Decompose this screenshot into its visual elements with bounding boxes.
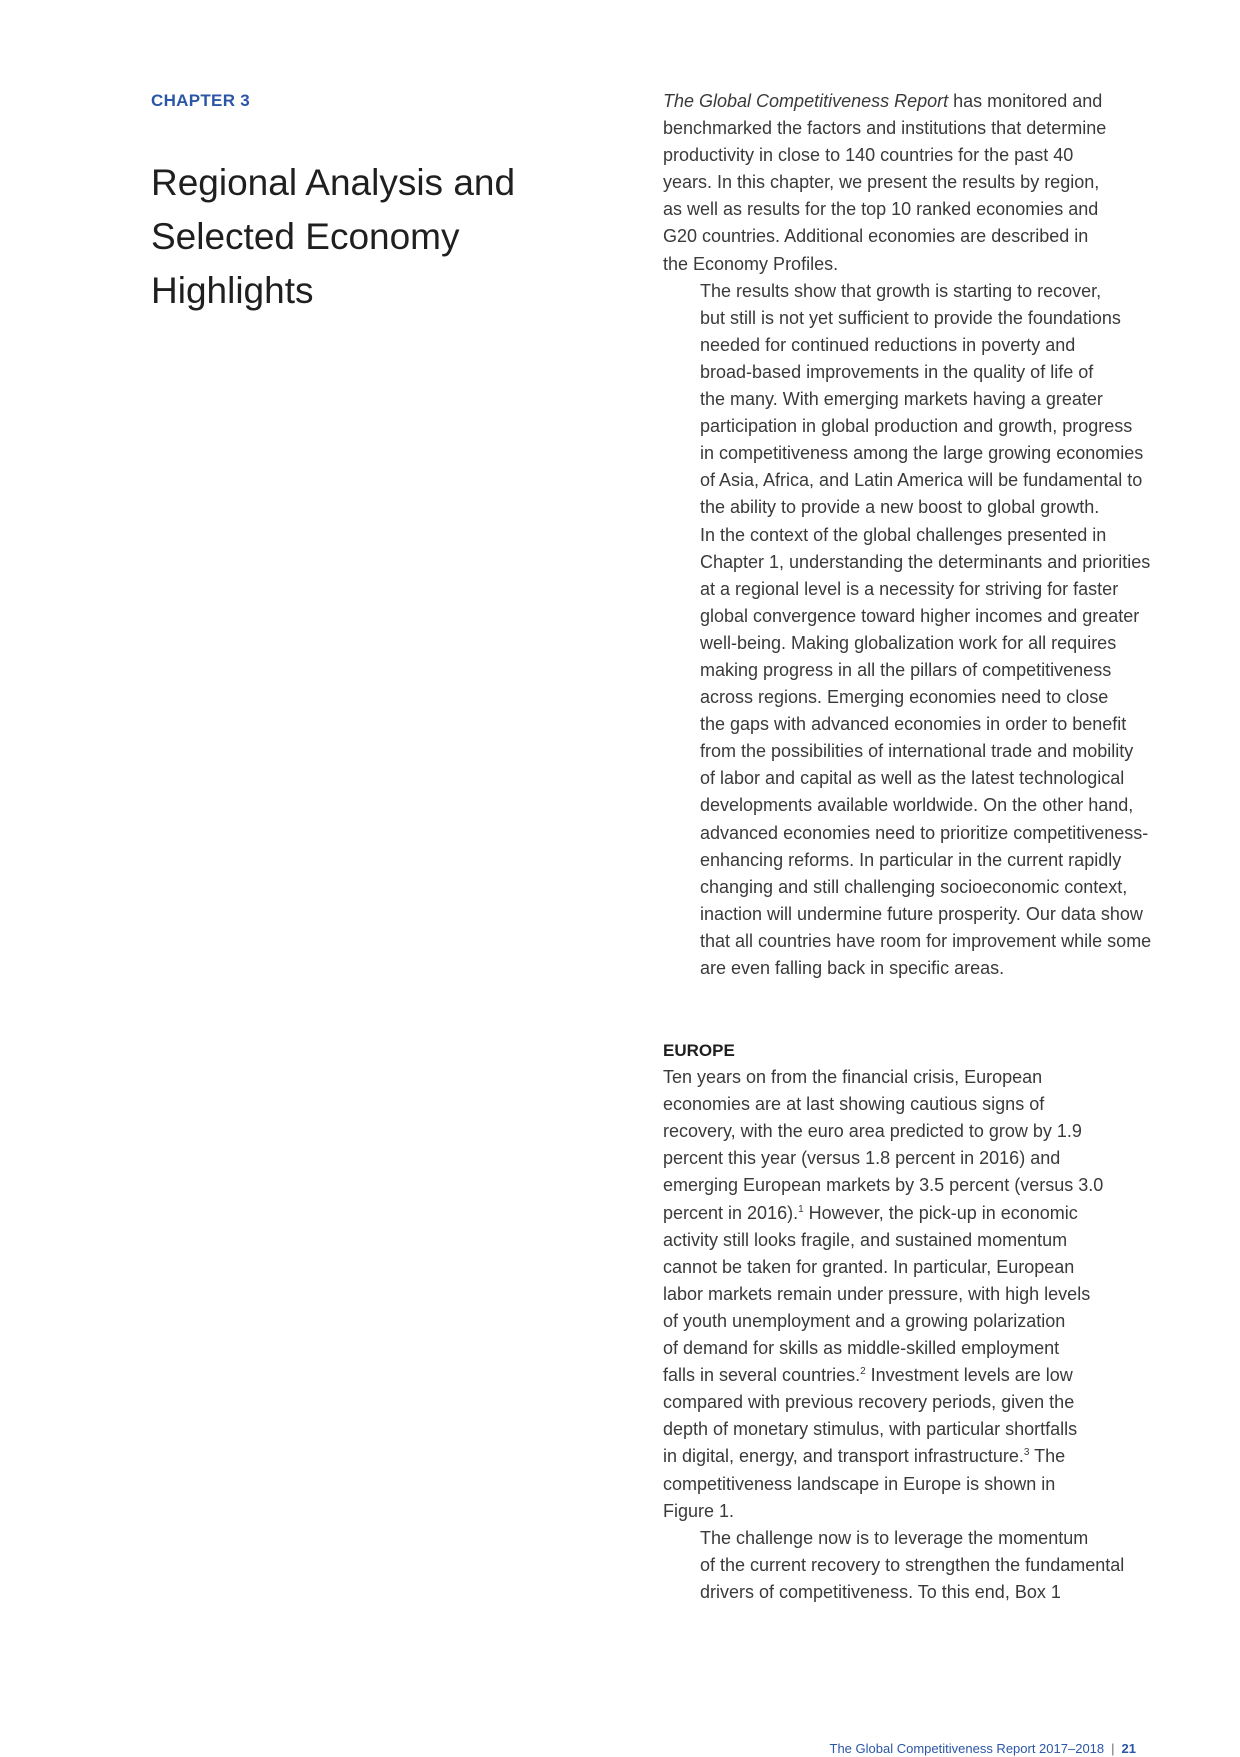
text-line: G20 countries. Additional economies are described in bbox=[663, 226, 1089, 247]
chapter-title-line: Highlights bbox=[151, 270, 314, 311]
text-line: as well as results for the top 10 ranked economies and bbox=[663, 199, 1099, 220]
report-title-italic: The Global Competitiveness Report bbox=[663, 91, 949, 111]
intro-paragraph-3 bbox=[663, 522, 1152, 983]
text-line: in digital, energy, and transport infrastructure.$^3$ The bbox=[663, 1446, 1066, 1467]
text-line: participation in global production and growth, progress bbox=[700, 416, 1133, 437]
europe-paragraph-1 bbox=[663, 1064, 1143, 1525]
footnote-ref[interactable]: 2 bbox=[860, 1366, 866, 1378]
text-line: percent in 2016).$^1$ However, the pick-up in economic bbox=[663, 1202, 1078, 1223]
text-line: broad-based improvements in the quality of life of bbox=[700, 361, 1094, 382]
text-line: drivers of competitiveness. To this end, Box 1 bbox=[700, 1581, 1061, 1602]
text-line: the many. With emerging markets having a greater bbox=[700, 389, 1103, 410]
text-line: The results show that growth is starting to recover, bbox=[700, 280, 1102, 301]
text-line: of youth unemployment and a growing polarization bbox=[663, 1310, 1066, 1331]
text-line: labor markets remain under pressure, with high levels bbox=[663, 1283, 1091, 1304]
text-line: compared with previous recovery periods, given the bbox=[663, 1392, 1075, 1413]
page-footer bbox=[830, 1741, 1136, 1757]
text-line: falls in several countries.$^2$ Investment levels are low bbox=[663, 1365, 1073, 1386]
text-line: Figure 1. bbox=[663, 1500, 735, 1521]
text-line: but still is not yet sufficient to provide the foundations bbox=[700, 307, 1121, 328]
footnote-ref[interactable]: 1 bbox=[798, 1203, 804, 1215]
intro-paragraph-1 bbox=[663, 88, 1143, 278]
footer-report-title: The Global Competitiveness Report 2017–2018 bbox=[829, 1741, 1105, 1756]
text-line: in competitiveness among the large growing economies bbox=[700, 443, 1144, 464]
text-line: at a regional level is a necessity for striving for faster bbox=[700, 578, 1119, 599]
text-line: of labor and capital as well as the latest technological bbox=[700, 768, 1125, 789]
chapter-title-line: Regional Analysis and bbox=[151, 162, 516, 203]
text-line: competitiveness landscape in Europe is shown in bbox=[663, 1473, 1056, 1494]
text-line: the gaps with advanced economies in order to benefit bbox=[700, 714, 1127, 735]
body-text-column bbox=[663, 88, 1152, 1606]
text-line: of the current recovery to strengthen the fundamental bbox=[700, 1554, 1125, 1575]
text-line: the Economy Profiles. bbox=[663, 253, 839, 274]
text-line: changing and still challenging socioeconomic context, bbox=[700, 876, 1128, 897]
text-line: benchmarked the factors and institutions that determine bbox=[663, 118, 1107, 139]
text-line: advanced economies need to prioritize competitiveness- bbox=[700, 822, 1149, 843]
chapter-title-line: Selected Economy bbox=[151, 216, 460, 257]
chapter-label: CHAPTER 3 bbox=[151, 91, 251, 110]
text-line: cannot be taken for granted. In particular, European bbox=[663, 1256, 1075, 1277]
text-line: percent this year (versus 1.8 percent in 2016) and bbox=[663, 1148, 1061, 1169]
text-line: Ten years on from the financial crisis, European bbox=[663, 1067, 1043, 1088]
footnote-ref[interactable]: 3 bbox=[1023, 1447, 1030, 1459]
text-line: years. In this chapter, we present the results by region, bbox=[663, 172, 1100, 193]
chapter-header bbox=[151, 90, 591, 318]
text-line: productivity in close to 140 countries for the past 40 bbox=[663, 145, 1074, 166]
text-line: that all countries have room for improvement while some bbox=[700, 930, 1152, 951]
text-line: from the possibilities of international trade and mobility bbox=[700, 741, 1134, 762]
text-line: Chapter 1, understanding the determinants and priorities bbox=[700, 551, 1151, 572]
text-line: depth of monetary stimulus, with particular shortfalls bbox=[663, 1419, 1078, 1440]
text-line: well-being. Making globalization work for all requires bbox=[700, 632, 1117, 653]
text-line: economies are at last showing cautious signs of bbox=[663, 1094, 1045, 1115]
text-line: global convergence toward higher incomes and greater bbox=[700, 605, 1140, 626]
footer-separator: | bbox=[1111, 1741, 1115, 1756]
text-line: making progress in all the pillars of competitiveness bbox=[700, 659, 1112, 680]
text-line: inaction will undermine future prosperity. Our data show bbox=[700, 903, 1143, 924]
text-line: enhancing reforms. In particular in the current rapidly bbox=[700, 849, 1122, 870]
text-line: The challenge now is to leverage the momentum bbox=[700, 1527, 1089, 1548]
europe-paragraph-2 bbox=[663, 1525, 1143, 1606]
text-line: developments available worldwide. On the other hand, bbox=[700, 795, 1134, 816]
text-line: In the context of the global challenges presented in bbox=[700, 524, 1107, 545]
text-line: needed for continued reductions in poverty and bbox=[700, 334, 1076, 355]
intro-paragraph-2 bbox=[663, 278, 1143, 522]
chapter-title bbox=[151, 156, 591, 318]
text-line: across regions. Emerging economies need to close bbox=[700, 687, 1109, 708]
section-heading-europe: EUROPE bbox=[663, 1041, 735, 1061]
text-line: emerging European markets by 3.5 percent (versus 3.0 bbox=[663, 1175, 1104, 1196]
text-line: the ability to provide a new boost to global growth. bbox=[700, 497, 1100, 518]
text-line: of Asia, Africa, and Latin America will be fundamental to bbox=[700, 470, 1143, 491]
text-line: of demand for skills as middle-skilled employment bbox=[663, 1338, 1060, 1359]
text-line: activity still looks fragile, and sustained momentum bbox=[663, 1229, 1068, 1250]
page-number: 21 bbox=[1121, 1741, 1136, 1756]
text-line: are even falling back in specific areas. bbox=[700, 958, 1005, 978]
text-line: recovery, with the euro area predicted to grow by 1.9 bbox=[663, 1121, 1082, 1142]
text-line: The Global Competitiveness Report has monitored and bbox=[663, 91, 1103, 111]
